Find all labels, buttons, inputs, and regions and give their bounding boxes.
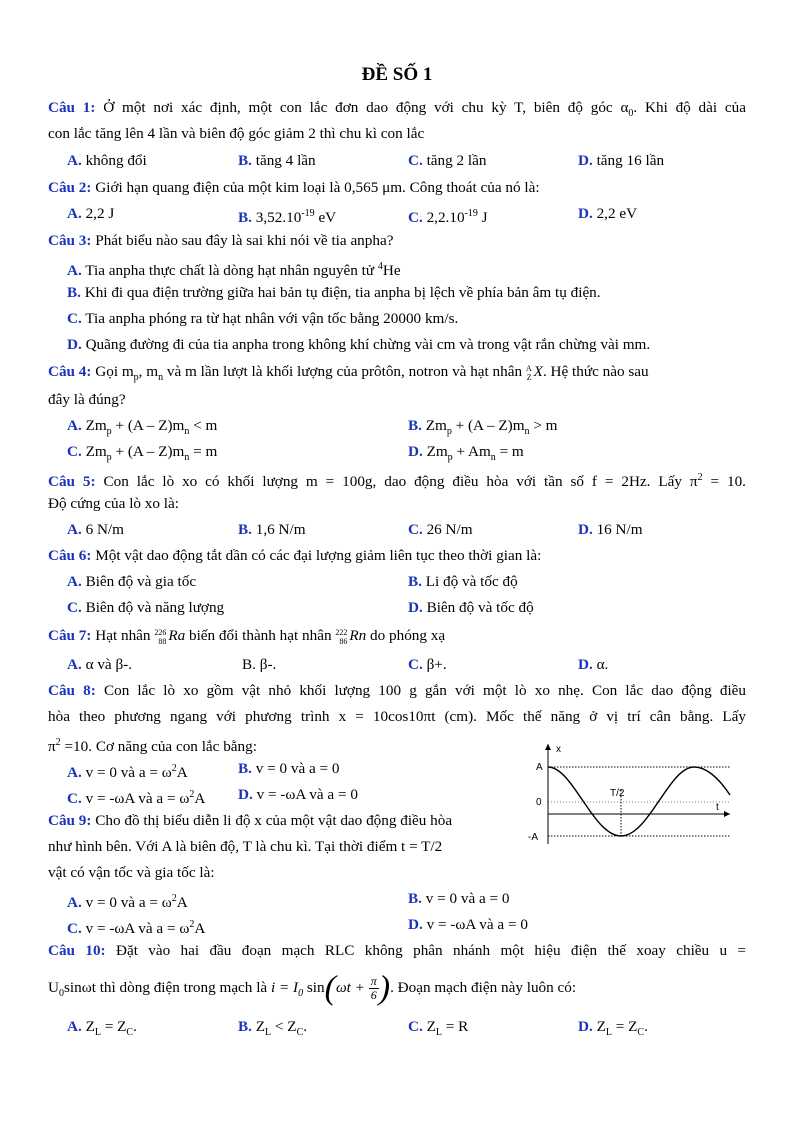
question-3-stem: Câu 3: Phát biểu nào sau đây là sai khi nói về tia anpha? <box>48 232 394 249</box>
question-2-option-a[interactable]: A. 2,2 J <box>67 205 115 222</box>
question-1-line-1: Câu 1: Ở một nơi xác định, một con lắc đơn dao động với chu kỳ T, biên độ góc $\alpha_0$. Khi độ dài của <box>48 99 746 120</box>
question-6-option-c[interactable]: C. Biên độ và năng lượng <box>67 599 225 616</box>
question-6-stem: Câu 6: Một vật dao động tắt dần có các đại lượng giảm liên tục theo thời gian là: <box>48 547 542 564</box>
question-1-option-c[interactable]: C. tăng 2 lần <box>408 152 487 169</box>
question-8-line-3: $\pi^2 =10$. Cơ năng của con lắc bằng: <box>48 737 257 756</box>
nucleus-rn-symbol: 222 86 Rn <box>335 627 367 646</box>
question-6-option-b[interactable]: B. Li độ và tốc độ <box>408 573 518 590</box>
question-5-option-d[interactable]: D. 16 N/m <box>578 521 643 538</box>
graph-a-label: A <box>536 762 543 773</box>
graph-t-label: t <box>716 802 719 813</box>
question-7-option-c[interactable]: C. β+. <box>408 656 447 673</box>
question-7-option-a[interactable]: A. α và β-. <box>67 656 133 673</box>
question-10-option-d[interactable]: D. $Z_L = Z_C$. <box>578 1018 648 1039</box>
question-10-option-c[interactable]: C. $Z_L = R$ <box>408 1018 469 1039</box>
question-8-line-1: Câu 8: Con lắc lò xo gồm vật nhỏ khối lượng 100 g gắn với một lò xo nhẹ. Con lắc dao động điều <box>48 682 747 699</box>
question-1-option-b[interactable]: B. tăng 4 lần <box>238 152 316 169</box>
question-3-option-a[interactable]: A. Tia anpha thực chất là dòng hạt nhân nguyên tử $^4$He <box>67 261 401 280</box>
question-2-option-c[interactable]: C. $2,2.10^{-19}$ J <box>408 208 488 227</box>
question-8-option-c[interactable]: C. v = -ωA và $a = \omega^2A$ <box>67 789 206 808</box>
question-3-option-d[interactable]: D. Quãng đường đi của tia anpha trong không khí chừng vài cm và trong vật rắn chừng vài mm. <box>67 336 651 353</box>
question-1-option-a[interactable]: A. không đổi <box>67 152 147 169</box>
question-6-option-d[interactable]: D. Biên độ và tốc độ <box>408 599 534 616</box>
question-3-option-b[interactable]: B. Khi đi qua điện trường giữa hai bản tụ điện, tia anpha bị lệch về phía bản âm tụ điện. <box>67 284 601 301</box>
question-2-option-b[interactable]: B. $3,52.10^{-19}$ eV <box>238 208 337 227</box>
question-1-option-d[interactable]: D. tăng 16 lần <box>578 152 665 169</box>
page-title: ĐỀ SỐ 1 <box>361 64 433 85</box>
question-3-option-c[interactable]: C. Tia anpha phóng ra từ hạt nhân với vận tốc bằng 20000 km/s. <box>67 310 459 327</box>
question-4-option-a[interactable]: A. $Zm_p + (A - Z)m_n < m$ <box>67 417 218 438</box>
question-10-option-b[interactable]: B. $Z_L < Z_C$. <box>238 1018 308 1039</box>
question-8-option-b[interactable]: B. v = 0 và a = 0 <box>238 760 340 777</box>
graph-t-arrow <box>724 811 730 817</box>
question-5-line-2: Độ cứng của lò xo là: <box>48 495 179 512</box>
question-7-option-b[interactable]: B. β-. <box>242 656 277 673</box>
nucleus-ra-symbol: 226 88 Ra <box>154 627 186 646</box>
question-4-option-d[interactable]: D. $Zm_p + Am_n = m$ <box>408 443 524 464</box>
question-4-option-c[interactable]: C. $Zm_p + (A - Z)m_n = m$ <box>67 443 218 464</box>
graph-x-label: x <box>556 744 561 755</box>
question-4-option-b[interactable]: B. $Zm_p + (A - Z)m_n > m$ <box>408 417 558 438</box>
question-8-option-a[interactable]: A. v = 0 và $a = \omega^2A$ <box>67 763 188 782</box>
question-9-option-d[interactable]: D. v = -ωA và a = 0 <box>408 916 528 933</box>
question-4-line-2: đây là đúng? <box>48 391 126 408</box>
question-6-option-a[interactable]: A. Biên độ và gia tốc <box>67 573 197 590</box>
question-9-line-3: vật có vận tốc và gia tốc là: <box>48 864 215 881</box>
question-1-line-2: con lắc tăng lên 4 lần và biên độ góc giảm 2 thì chu kì con lắc <box>48 125 425 142</box>
question-9-option-b[interactable]: B. v = 0 và a = 0 <box>408 890 510 907</box>
current-formula: $i = I_0$ sin(ωt + $\frac{\pi}{6}$ ) <box>270 969 391 1007</box>
question-5-line-1: Câu 5: Con lắc lò xo có khối lượng m = 100g, dao động điều hòa với tần số f = 2Hz. Lấy $\pi^2 = 10$. <box>48 472 746 491</box>
question-10-line-1: Câu 10: Đặt vào hai đầu đoạn mạch RLC không phân nhánh một hiệu điện thế xoay chiều u = <box>48 942 746 959</box>
question-7-stem: Câu 7: Hạt nhân 226 88 Ra biến đổi thành hạt nhân 222 86 Rn do phóng xạ <box>48 627 446 646</box>
question-7-option-d[interactable]: D. α. <box>578 656 609 673</box>
graph-zero-label: 0 <box>536 797 542 808</box>
question-4-line-1: Câu 4: Gọi $m_p$, $m_n$ và m lần lượt là khối lượng của prôtôn, notron và hạt nhân A Z X. Hệ thức nào sau <box>48 363 649 384</box>
question-5-option-a[interactable]: A. 6 N/m <box>67 521 124 538</box>
question-2-option-d[interactable]: D. 2,2 eV <box>578 205 638 222</box>
question-9-option-a[interactable]: A. v = 0 và $a = \omega^2A$ <box>67 893 188 912</box>
question-9-line-2: như hình bên. Với A là biên độ, T là chu kì. Tại thời điểm t = T/2 <box>48 838 443 855</box>
question-8-line-2: hòa theo phương ngang với phương trình x = 10cos10πt (cm). Mốc thế năng ở vị trí cân bằng. Lấy <box>48 708 746 725</box>
question-8-option-d[interactable]: D. v = -ωA và a = 0 <box>238 786 358 803</box>
question-5-option-c[interactable]: C. 26 N/m <box>408 521 473 538</box>
question-5-option-b[interactable]: B. 1,6 N/m <box>238 521 306 538</box>
question-9-option-c[interactable]: C. v = -ωA và $a = \omega^2A$ <box>67 919 206 938</box>
question-2-stem: Câu 2: Giới hạn quang điện của một kim loại là 0,565 μm. Công thoát của nó là: <box>48 179 540 196</box>
graph-x-arrow <box>545 744 551 750</box>
nucleus-x-symbol: A Z X <box>525 363 543 382</box>
graph-neg-a-label: -A <box>528 832 538 843</box>
graph-cosine-curve <box>548 767 730 836</box>
question-10-option-a[interactable]: A. $Z_L = Z_C$. <box>67 1018 137 1039</box>
question-10-line-2: $U_0\sin\omega t$ thì dòng điện trong mạch là $i = I_0$ sin(ωt + $\frac{\pi}{6}$ ). Đoạn mạch điện này luôn có: <box>48 969 577 1007</box>
oscillation-graph <box>518 740 734 848</box>
graph-t2-label: T/2 <box>610 788 625 799</box>
question-1-label: Câu 1: <box>48 99 96 116</box>
question-9-line-1: Câu 9: Cho đồ thị biểu diễn li độ x của một vật dao động điều hòa <box>48 812 453 829</box>
